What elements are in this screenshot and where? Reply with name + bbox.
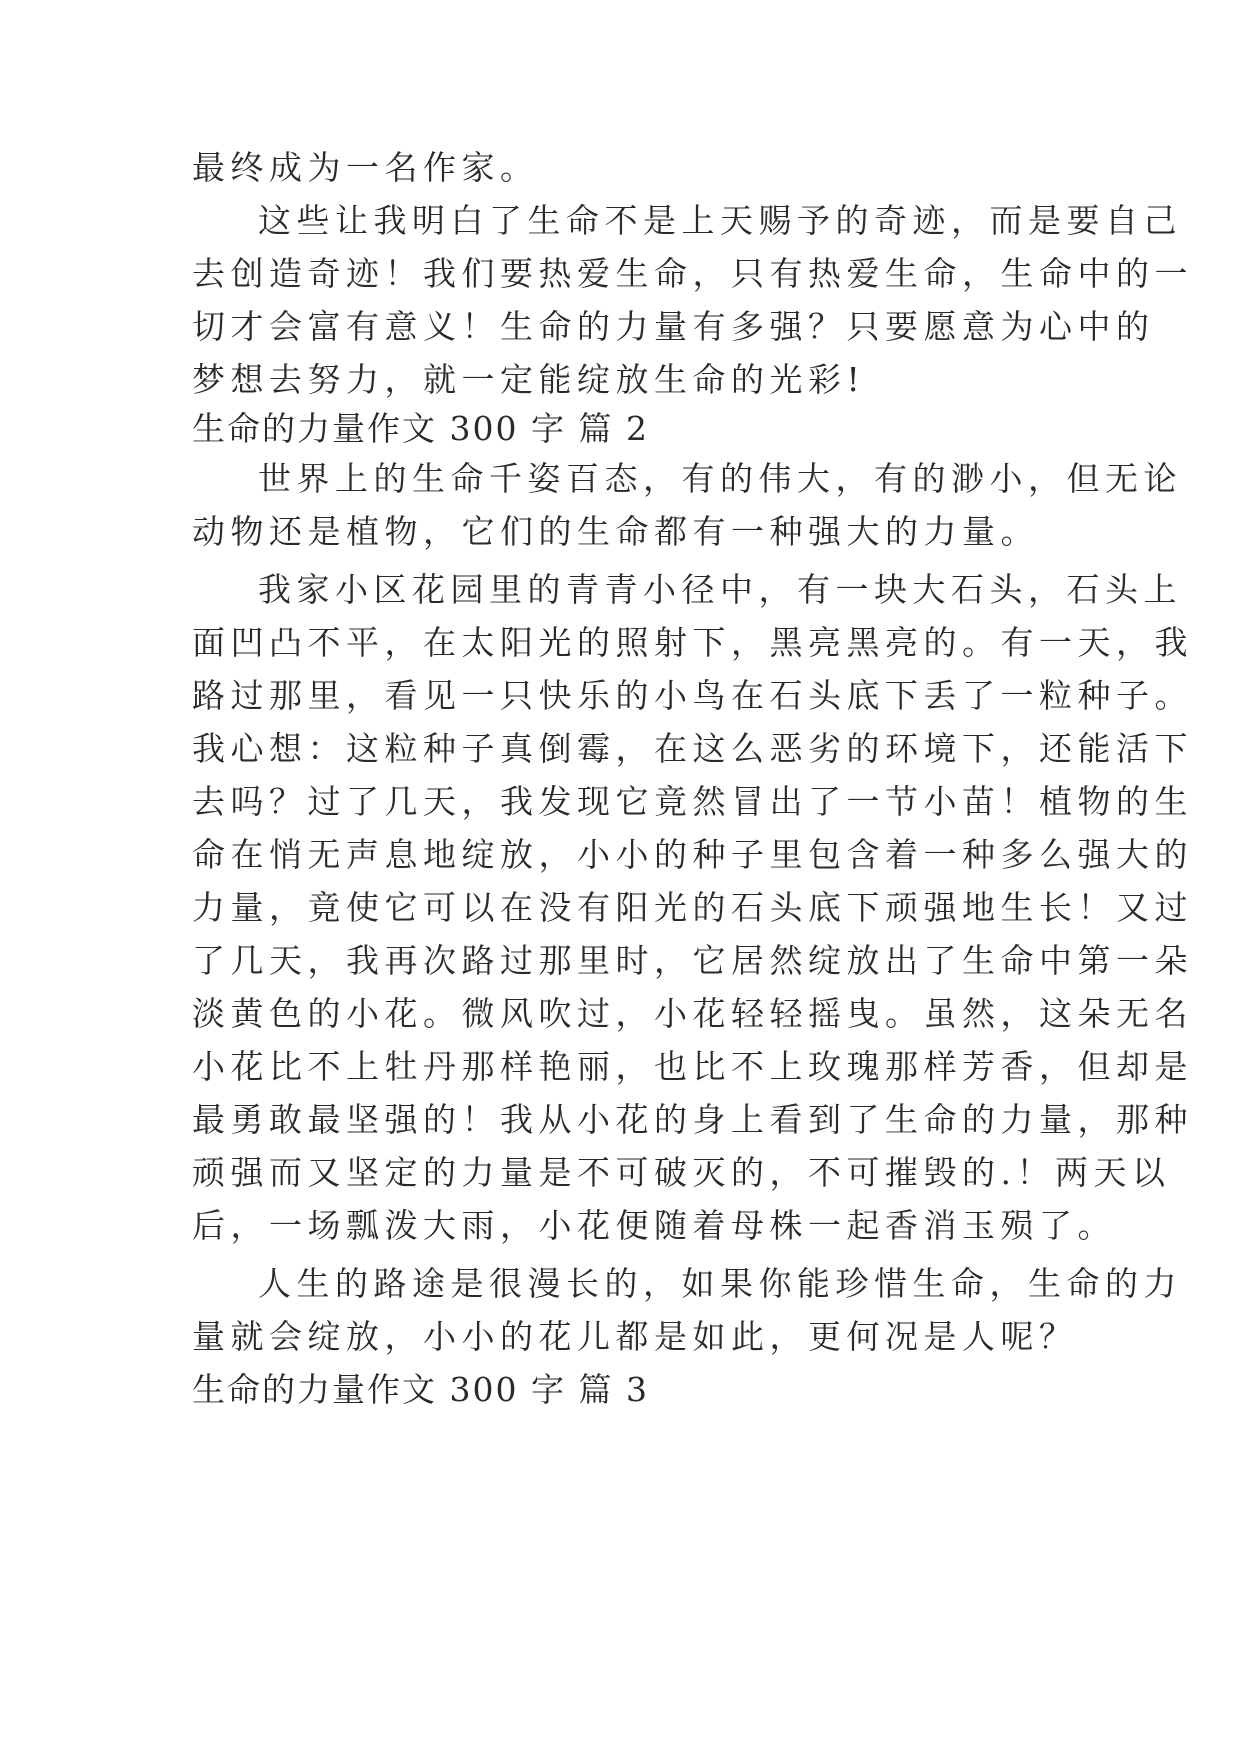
text-line: 了几天，我再次路过那里时，它居然绽放出了生命中第一朵 — [192, 941, 1193, 980]
text-line: 梦想去努力，就一定能绽放生命的光彩! — [192, 360, 866, 399]
text-line: 力量，竟使它可以在没有阳光的石头底下顽强地生长！又过 — [192, 888, 1193, 927]
text-line: 顽强而又坚定的力量是不可破灭的，不可摧毁的.！两天以 — [192, 1153, 1171, 1192]
text-line: 小花比不上牡丹那样艳丽，也比不上玫瑰那样芳香，但却是 — [192, 1047, 1193, 1086]
section-heading: 生命的力量作文 300 字 篇 2 — [192, 409, 649, 448]
text-line: 最勇敢最坚强的！我从小花的身上看到了生命的力量，那种 — [192, 1100, 1193, 1139]
text-line: 淡黄色的小花。微风吹过，小花轻轻摇曳。虽然，这朵无名 — [192, 994, 1193, 1033]
text-line: 量就会绽放，小小的花儿都是如此，更何况是人呢？ — [192, 1317, 1078, 1356]
paragraph-first-line: 这些让我明白了生命不是上天赐予的奇迹，而是要自己 — [258, 201, 1182, 240]
section-heading: 生命的力量作文 300 字 篇 3 — [192, 1370, 649, 1409]
text-line: 切才会富有意义！生命的力量有多强？只要愿意为心中的 — [192, 307, 1155, 346]
text-line: 最终成为一名作家。 — [192, 148, 539, 187]
paragraph-first-line: 世界上的生命千姿百态，有的伟大，有的渺小，但无论 — [258, 459, 1182, 498]
paragraph-first-line: 我家小区花园里的青青小径中，有一块大石头，石头上 — [258, 570, 1182, 609]
text-line: 动物还是植物，它们的生命都有一种强大的力量。 — [192, 512, 1039, 551]
text-line: 后，一场瓢泼大雨，小花便随着母株一起香消玉殒了。 — [192, 1206, 1116, 1245]
text-line: 命在悄无声息地绽放，小小的种子里包含着一种多么强大的 — [192, 835, 1193, 874]
text-line: 路过那里，看见一只快乐的小鸟在石头底下丢了一粒种子。 — [192, 676, 1193, 715]
text-line: 去吗？过了几天，我发现它竟然冒出了一节小苗！植物的生 — [192, 782, 1193, 821]
paragraph-first-line: 人生的路途是很漫长的，如果你能珍惜生命，生命的力 — [258, 1264, 1182, 1303]
text-line: 去创造奇迹！我们要热爱生命，只有热爱生命，生命中的一 — [192, 254, 1193, 293]
text-line: 面凹凸不平，在太阳光的照射下，黑亮黑亮的。有一天，我 — [192, 623, 1193, 662]
text-line: 我心想：这粒种子真倒霉，在这么恶劣的环境下，还能活下 — [192, 729, 1193, 768]
